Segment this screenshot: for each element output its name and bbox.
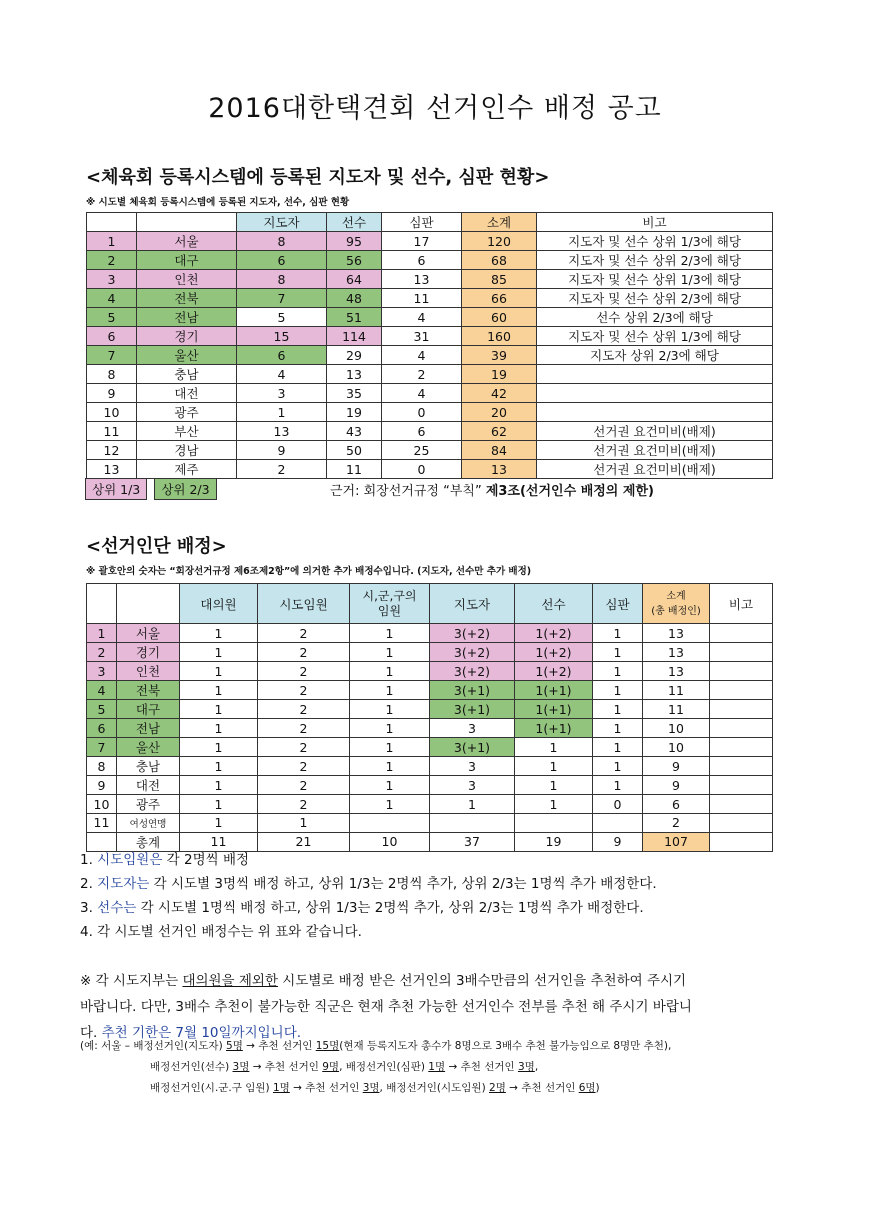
- delegate-cell: 1: [180, 700, 258, 719]
- remark-cell: [710, 624, 773, 643]
- referee-cell: 1: [593, 662, 643, 681]
- header-cell: 소계 (총 배정인): [643, 584, 710, 624]
- row-number-cell: 12: [87, 441, 137, 460]
- row-number-cell: 10: [87, 403, 137, 422]
- official-cell: 2: [258, 624, 350, 643]
- section2-heading: <선거인단 배정>: [86, 536, 227, 557]
- player-cell: 29: [327, 346, 382, 365]
- coach-cell: 7: [237, 289, 327, 308]
- section1-note: ※ 시도별 체육회 등록시스템에 등록된 지도자, 선수, 심판 현황: [86, 197, 350, 208]
- delegate-cell: 1: [180, 795, 258, 814]
- referee-cell: 17: [382, 232, 462, 251]
- subtotal-cell: 39: [462, 346, 537, 365]
- row-number-cell: 5: [87, 308, 137, 327]
- subtotal-cell: 84: [462, 441, 537, 460]
- total-label-cell: 총계: [117, 832, 180, 851]
- remark-cell: [537, 384, 773, 403]
- player-total-cell: 19: [515, 832, 593, 851]
- subtotal-total-cell: 107: [643, 832, 710, 851]
- region-cell: 광주: [117, 795, 180, 814]
- remark-cell: [710, 719, 773, 738]
- example-text: (예: 서울 – 배정선거인(지도자) 5명 → 추천 선거인 15명(현재 등록지도자 총수가 8명으로 3배수 추천 불가능임으로 8명만 추천), 배정선거인(선수) 3명 → 추천 선거인 9명, 배정선거인(심판) 1명 → 추천 선거인 3명, 배정선거인(시.군.구 임원) 1명 → 추천 선거인 3명, 배정선거인(시도임원) 2명 → 추천 선거인 6명): [80, 1040, 672, 1094]
- remark-cell: [537, 365, 773, 384]
- row-number-cell: 1: [87, 624, 117, 643]
- row-number-cell: 13: [87, 460, 137, 479]
- region-cell: 제주: [137, 460, 237, 479]
- region-cell: 대전: [137, 384, 237, 403]
- table-row: [87, 403, 773, 422]
- official-cell: 2: [258, 719, 350, 738]
- referee-cell: 4: [382, 346, 462, 365]
- header-cell: [87, 213, 137, 232]
- row-number-cell: 8: [87, 365, 137, 384]
- header-cell: 비고: [710, 584, 773, 624]
- player-cell: 50: [327, 441, 382, 460]
- referee-cell: 1: [593, 624, 643, 643]
- official-cell: 2: [258, 757, 350, 776]
- coach-cell: 3(+1): [430, 681, 515, 700]
- rule-4: 4. 각 시도별 선거인 배정수는 위 표와 같습니다.: [80, 924, 362, 940]
- coach-cell: [430, 814, 515, 833]
- referee-cell: 1: [593, 757, 643, 776]
- coach-total-cell: 37: [430, 832, 515, 851]
- row-number-cell: 4: [87, 681, 117, 700]
- remark-cell: 지도자 상위 2/3에 해당: [537, 346, 773, 365]
- remark-cell: 지도자 및 선수 상위 1/3에 해당: [537, 232, 773, 251]
- referee-cell: 4: [382, 384, 462, 403]
- region-cell: 부산: [137, 422, 237, 441]
- row-number-cell: 7: [87, 346, 137, 365]
- table-row: [87, 738, 773, 757]
- subtotal-cell: 68: [462, 251, 537, 270]
- page-title: 2016대한택견회 선거인수 배정 공고: [208, 93, 662, 124]
- header-cell: 심판: [382, 213, 462, 232]
- subtotal-cell: 2: [643, 814, 710, 833]
- header-cell: 시,군,구의 임원: [350, 584, 430, 624]
- region-cell: 울산: [137, 346, 237, 365]
- remark-cell: [710, 643, 773, 662]
- region-cell: 서울: [137, 232, 237, 251]
- table-row: [87, 441, 773, 460]
- official-cell: 2: [258, 643, 350, 662]
- region-cell: 여성연맹: [117, 814, 180, 833]
- rule-3: 3. 선수는 각 시도별 1명씩 배정 하고, 상위 1/3는 2명씩 추가, 상위 2/3는 1명씩 추가 배정한다.: [80, 900, 644, 916]
- region-cell: 충남: [137, 365, 237, 384]
- delegate-cell: 1: [180, 624, 258, 643]
- delegate-cell: 1: [180, 814, 258, 833]
- player-cell: 19: [327, 403, 382, 422]
- coach-cell: 1: [237, 403, 327, 422]
- player-cell: 43: [327, 422, 382, 441]
- row-number-cell: 9: [87, 384, 137, 403]
- notice-paragraph: ※ 각 시도지부는 대의원을 제외한 시도별로 배정 받은 선거인의 3배수만큼의 선거인을 추천하여 주시기 바랍니다. 다만, 3배수 추천이 불가능한 직군은 현재 추천 가능한 선거인수 전부를 추천 해 주시기 바랍니 다. 추천 기한은 7월 10일까지입니다.: [80, 973, 692, 1041]
- player-cell: 51: [327, 308, 382, 327]
- subtotal-cell: 120: [462, 232, 537, 251]
- section1-heading: <체육회 등록시스템에 등록된 지도자 및 선수, 심판 현황>: [86, 167, 550, 188]
- header-cell: 심판: [593, 584, 643, 624]
- subtotal-cell: 160: [462, 327, 537, 346]
- row-number-cell: 10: [87, 795, 117, 814]
- local-official-cell: 1: [350, 624, 430, 643]
- remark-cell: [537, 403, 773, 422]
- coach-cell: 5: [237, 308, 327, 327]
- remark-cell: [710, 700, 773, 719]
- basis-bold: 제3조(선거인수 배정의 제한): [485, 484, 654, 499]
- remark-cell: [710, 662, 773, 681]
- table-row: [87, 384, 773, 403]
- referee-cell: 1: [593, 681, 643, 700]
- coach-cell: 3: [430, 776, 515, 795]
- player-cell: 1(+2): [515, 643, 593, 662]
- table-row: [87, 327, 773, 346]
- local-total-cell: 10: [350, 832, 430, 851]
- referee-cell: 6: [382, 251, 462, 270]
- player-cell: 1(+1): [515, 719, 593, 738]
- delegate-cell: 1: [180, 719, 258, 738]
- table-row: [87, 757, 773, 776]
- local-official-cell: 1: [350, 776, 430, 795]
- remark-cell: 선수 상위 2/3에 해당: [537, 308, 773, 327]
- remark-cell: [710, 738, 773, 757]
- remark-cell: 지도자 및 선수 상위 1/3에 해당: [537, 270, 773, 289]
- coach-cell: 3: [430, 757, 515, 776]
- row-number-cell: 7: [87, 738, 117, 757]
- remark-cell: [710, 681, 773, 700]
- player-cell: 1(+1): [515, 700, 593, 719]
- remark-cell: 지도자 및 선수 상위 2/3에 해당: [537, 289, 773, 308]
- coach-cell: 3(+1): [430, 738, 515, 757]
- table-row: [87, 270, 773, 289]
- section2-note: ※ 괄호안의 숫자는 “회장선거규정 제6조제2항”에 의거한 추가 배정수입니다. (지도자, 선수만 추가 배정): [86, 566, 532, 577]
- delegate-cell: 1: [180, 681, 258, 700]
- registration-table: [86, 212, 773, 479]
- coach-cell: 15: [237, 327, 327, 346]
- player-cell: 114: [327, 327, 382, 346]
- basis-prefix: 근거: 회장선거규정 “부칙”: [330, 484, 486, 499]
- player-cell: 35: [327, 384, 382, 403]
- subtotal-cell: 13: [643, 624, 710, 643]
- remark-cell: 선거권 요건미비(배제): [537, 460, 773, 479]
- subtotal-cell: 62: [462, 422, 537, 441]
- region-cell: 경기: [137, 327, 237, 346]
- region-cell: 경남: [137, 441, 237, 460]
- row-number-cell: 9: [87, 776, 117, 795]
- subtotal-cell: 13: [462, 460, 537, 479]
- remark-cell: 지도자 및 선수 상위 2/3에 해당: [537, 251, 773, 270]
- official-cell: 2: [258, 738, 350, 757]
- row-number-cell: 2: [87, 643, 117, 662]
- remark-cell: [710, 832, 773, 851]
- rules-list: [80, 848, 657, 944]
- subtotal-cell: 19: [462, 365, 537, 384]
- delegate-cell: 1: [180, 738, 258, 757]
- coach-cell: 6: [237, 346, 327, 365]
- referee-cell: 25: [382, 441, 462, 460]
- table-row: [87, 814, 773, 833]
- local-official-cell: 1: [350, 681, 430, 700]
- row-number-cell: 11: [87, 814, 117, 833]
- row-number-cell: 3: [87, 662, 117, 681]
- subtotal-cell: 10: [643, 738, 710, 757]
- player-cell: 1: [515, 738, 593, 757]
- delegate-cell: 1: [180, 757, 258, 776]
- header-cell: 선수: [327, 213, 382, 232]
- referee-cell: [593, 814, 643, 833]
- subtotal-cell: 66: [462, 289, 537, 308]
- subtotal-cell: 85: [462, 270, 537, 289]
- region-cell: 충남: [117, 757, 180, 776]
- table-row: [87, 365, 773, 384]
- referee-cell: 1: [593, 776, 643, 795]
- coach-cell: 4: [237, 365, 327, 384]
- table-row: [87, 232, 773, 251]
- basis-text: [330, 480, 654, 499]
- referee-cell: 1: [593, 738, 643, 757]
- region-cell: 전북: [117, 681, 180, 700]
- official-cell: 2: [258, 681, 350, 700]
- row-number-cell: 1: [87, 232, 137, 251]
- referee-cell: 1: [593, 700, 643, 719]
- player-cell: 1(+2): [515, 662, 593, 681]
- player-cell: 95: [327, 232, 382, 251]
- region-cell: 울산: [117, 738, 180, 757]
- coach-cell: 2: [237, 460, 327, 479]
- player-cell: 1: [515, 776, 593, 795]
- player-cell: 13: [327, 365, 382, 384]
- header-cell: 소계: [462, 213, 537, 232]
- legend-top13: 상위 1/3: [85, 478, 147, 500]
- referee-cell: 1: [593, 643, 643, 662]
- coach-cell: 8: [237, 270, 327, 289]
- coach-cell: 1: [430, 795, 515, 814]
- remark-cell: [710, 814, 773, 833]
- player-cell: 1(+1): [515, 681, 593, 700]
- region-cell: 광주: [137, 403, 237, 422]
- row-number-cell: 3: [87, 270, 137, 289]
- subtotal-cell: 11: [643, 700, 710, 719]
- referee-cell: 11: [382, 289, 462, 308]
- subtotal-cell: 11: [643, 681, 710, 700]
- local-official-cell: 1: [350, 662, 430, 681]
- subtotal-cell: 13: [643, 662, 710, 681]
- region-cell: 인천: [117, 662, 180, 681]
- player-cell: 48: [327, 289, 382, 308]
- region-cell: 대구: [117, 700, 180, 719]
- official-total-cell: 21: [258, 832, 350, 851]
- header-cell: 지도자: [430, 584, 515, 624]
- header-cell: 지도자: [237, 213, 327, 232]
- rule-1: 1. 시도임원은 각 2명씩 배정: [80, 852, 250, 868]
- remark-cell: 선거권 요건미비(배제): [537, 441, 773, 460]
- row-number-cell: 8: [87, 757, 117, 776]
- region-cell: 서울: [117, 624, 180, 643]
- coach-cell: 13: [237, 422, 327, 441]
- table-row: [87, 700, 773, 719]
- table-row: [87, 624, 773, 643]
- local-official-cell: 1: [350, 757, 430, 776]
- referee-cell: 0: [382, 403, 462, 422]
- subtotal-cell: 9: [643, 776, 710, 795]
- row-number-cell: 4: [87, 289, 137, 308]
- row-number-cell: 2: [87, 251, 137, 270]
- header-cell: [137, 213, 237, 232]
- remark-cell: 선거권 요건미비(배제): [537, 422, 773, 441]
- remark-cell: [710, 757, 773, 776]
- subtotal-cell: 42: [462, 384, 537, 403]
- table-row: [87, 289, 773, 308]
- header-cell: 비고: [537, 213, 773, 232]
- region-cell: 전남: [117, 719, 180, 738]
- remark-cell: [710, 776, 773, 795]
- deadline-text: 추천 기한은 7월 10일까지입니다.: [101, 1025, 302, 1041]
- region-cell: 대전: [117, 776, 180, 795]
- local-official-cell: 1: [350, 643, 430, 662]
- player-cell: 1: [515, 757, 593, 776]
- coach-cell: 3: [430, 719, 515, 738]
- coach-cell: 3(+2): [430, 643, 515, 662]
- official-cell: 2: [258, 700, 350, 719]
- coach-cell: 9: [237, 441, 327, 460]
- table-header-row: [87, 213, 773, 232]
- referee-cell: 4: [382, 308, 462, 327]
- local-official-cell: 1: [350, 719, 430, 738]
- remark-cell: [710, 795, 773, 814]
- referee-cell: 0: [382, 460, 462, 479]
- referee-total-cell: 9: [593, 832, 643, 851]
- local-official-cell: 1: [350, 738, 430, 757]
- subtotal-cell: 60: [462, 308, 537, 327]
- delegate-total-cell: 11: [180, 832, 258, 851]
- header-cell: 대의원: [180, 584, 258, 624]
- table-row: [87, 251, 773, 270]
- player-cell: [515, 814, 593, 833]
- local-official-cell: 1: [350, 700, 430, 719]
- row-number-cell: 5: [87, 700, 117, 719]
- row-number-cell: 6: [87, 719, 117, 738]
- table-row: [87, 662, 773, 681]
- referee-cell: 1: [593, 719, 643, 738]
- region-cell: 전북: [137, 289, 237, 308]
- referee-cell: 6: [382, 422, 462, 441]
- player-cell: 11: [327, 460, 382, 479]
- region-cell: 인천: [137, 270, 237, 289]
- coach-cell: 6: [237, 251, 327, 270]
- region-cell: 전남: [137, 308, 237, 327]
- delegate-cell: 1: [180, 662, 258, 681]
- official-cell: 2: [258, 795, 350, 814]
- player-cell: 1: [515, 795, 593, 814]
- header-cell: [87, 584, 117, 624]
- delegate-cell: 1: [180, 643, 258, 662]
- row-number-cell: 6: [87, 327, 137, 346]
- table-row: [87, 460, 773, 479]
- table-row: [87, 346, 773, 365]
- header-cell: 선수: [515, 584, 593, 624]
- table-row: [87, 776, 773, 795]
- referee-cell: 13: [382, 270, 462, 289]
- player-cell: 56: [327, 251, 382, 270]
- official-cell: 2: [258, 662, 350, 681]
- delegate-cell: 1: [180, 776, 258, 795]
- coach-cell: 3(+1): [430, 700, 515, 719]
- coach-cell: 3(+2): [430, 624, 515, 643]
- referee-cell: 0: [593, 795, 643, 814]
- allocation-table: [86, 583, 773, 852]
- subtotal-cell: 6: [643, 795, 710, 814]
- table-row: [87, 795, 773, 814]
- rule-2: 2. 지도자는 각 시도별 3명씩 배정 하고, 상위 1/3는 2명씩 추가, 상위 2/3는 1명씩 추가 배정한다.: [80, 876, 657, 892]
- subtotal-cell: 10: [643, 719, 710, 738]
- official-cell: 2: [258, 776, 350, 795]
- referee-cell: 31: [382, 327, 462, 346]
- remark-cell: 지도자 및 선수 상위 1/3에 해당: [537, 327, 773, 346]
- legend-top23: 상위 2/3: [154, 478, 216, 500]
- subtotal-cell: 13: [643, 643, 710, 662]
- local-official-cell: [350, 814, 430, 833]
- coach-cell: 3: [237, 384, 327, 403]
- row-number-cell: 11: [87, 422, 137, 441]
- table-header-row: [87, 584, 773, 624]
- subtotal-cell: 20: [462, 403, 537, 422]
- official-cell: 1: [258, 814, 350, 833]
- table-row: [87, 643, 773, 662]
- region-cell: 대구: [137, 251, 237, 270]
- table-row: [87, 308, 773, 327]
- subtotal-cell: 9: [643, 757, 710, 776]
- table-row: [87, 681, 773, 700]
- local-official-cell: 1: [350, 795, 430, 814]
- table-row: [87, 719, 773, 738]
- header-cell: [117, 584, 180, 624]
- coach-cell: 3(+2): [430, 662, 515, 681]
- legend-row: [85, 478, 217, 500]
- referee-cell: 2: [382, 365, 462, 384]
- table-row: [87, 422, 773, 441]
- header-cell: 시도임원: [258, 584, 350, 624]
- player-cell: 64: [327, 270, 382, 289]
- region-cell: 경기: [117, 643, 180, 662]
- coach-cell: 8: [237, 232, 327, 251]
- player-cell: 1(+2): [515, 624, 593, 643]
